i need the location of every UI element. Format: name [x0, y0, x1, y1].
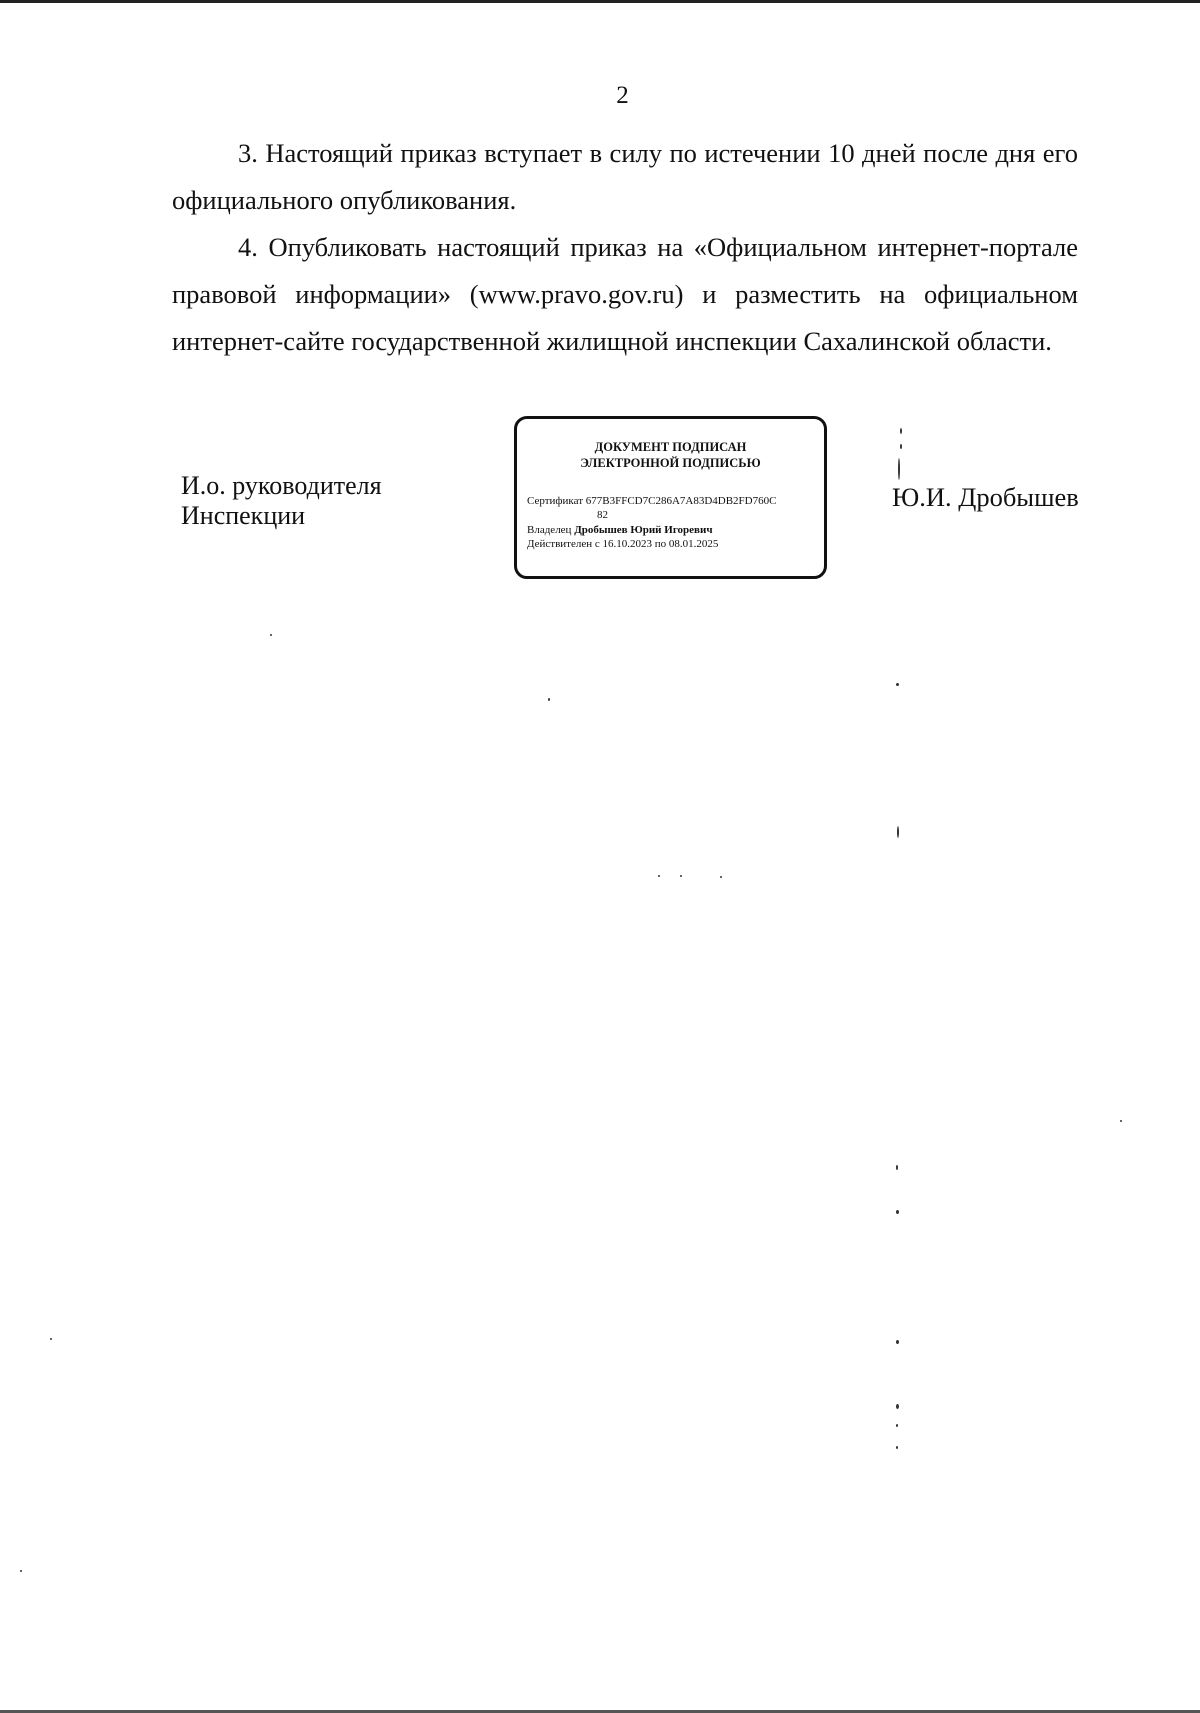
scan-speck: [896, 683, 899, 686]
paragraph-4: 4. Опубликовать настоящий приказ на «Официальном интернет-портале правовой информации» (www.pravo.gov.ru) и разместить на официальном интернет-сайте государственной жилищной инспекции Сахалинской области.: [172, 232, 1078, 356]
scan-speck: [720, 876, 722, 878]
stamp-certificate: [527, 494, 776, 508]
scan-speck: [548, 698, 550, 701]
stamp-owner-value: Дробышев Юрий Игоревич: [574, 524, 713, 536]
scan-speck: [270, 634, 272, 636]
scan-speck: [896, 1424, 898, 1427]
stamp-owner-label: Владелец: [527, 524, 572, 536]
scan-speck: [896, 1210, 899, 1214]
signer-position-line-1: И.о. руководителя: [181, 471, 382, 500]
signer-position-line-2: Инспекции: [181, 501, 306, 530]
stamp-title-line-2: ЭЛЕКТРОННОЙ ПОДПИСЬЮ: [580, 456, 761, 470]
signer-position: [181, 471, 382, 531]
scan-speck: [896, 1446, 898, 1449]
stamp-validity: Действителен с 16.10.2023 по 08.01.2025: [527, 538, 719, 550]
scan-speck: [900, 428, 902, 434]
signer-name: Ю.И. Дробышев: [892, 482, 1079, 512]
stamp-certificate-label: Сертификат: [527, 495, 583, 507]
paragraph-3: 3. Настоящий приказ вступает в силу по истечении 10 дней после дня его официального опубликования.: [172, 138, 1078, 215]
stamp-owner: [527, 523, 713, 537]
page-number: 2: [616, 82, 629, 109]
scan-speck: [50, 1338, 52, 1340]
scan-top-edge: [0, 0, 1200, 3]
scan-speck: [897, 826, 899, 838]
scan-speck: [896, 1404, 899, 1409]
stamp-certificate-tail: 82: [597, 509, 608, 521]
scan-speck: [1120, 1120, 1122, 1122]
stamp-title: [517, 439, 824, 471]
stamp-certificate-value: 677B3FFCD7C286A7A83D4DB2FD760C: [585, 495, 777, 507]
scan-speck: [20, 1570, 22, 1572]
scan-speck: [900, 444, 902, 449]
scan-speck: [898, 458, 900, 480]
document-body: [172, 130, 1078, 365]
scan-speck: [896, 1165, 898, 1170]
scan-speck: [658, 875, 660, 877]
scan-speck: [680, 875, 682, 877]
electronic-signature-stamp: [514, 416, 827, 579]
stamp-title-line-1: ДОКУМЕНТ ПОДПИСАН: [594, 440, 747, 454]
scan-speck: [896, 1340, 899, 1344]
